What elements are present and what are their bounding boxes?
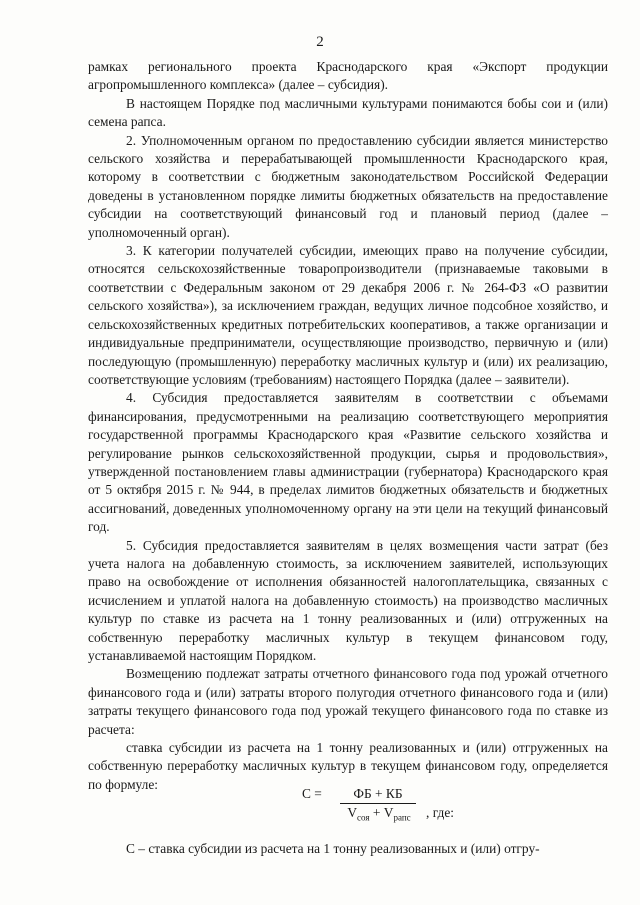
paragraph-oil-crops-definition: В настоящем Порядке под масличными культурами понимаются бобы сои и (или) семена рапса.	[88, 95, 608, 130]
paragraph-2-authorized-body: 2. Уполномоченным органом по предоставлению субсидии является министерство сельского хозяйства и перерабатывающей промышленности Краснодарского края, которому в соответствии с бюджетным законодательством Российской Федерации доведены в установленном порядке лимиты бюджетных обязательств на предоставление субсидии на соответствующий финансовый год и плановый период (далее – уполномоченный орган).	[88, 132, 608, 240]
paragraph-5-purpose: 5. Субсидия предоставляется заявителям в целях возмещения части затрат (без учета налога на добавленную стоимость, за исключением заявителей, использующих право на освобождение от исполнения обязанностей налогоплательщика, связанных с исчислением и уплатой налога на добавленную стоимость) на производство масличных культур по ставке из расчета на 1 тонну реализованных и (или) отгруженных на собственную переработку масличных культур в текущем финансовом году, устанавливаемой настоящим Порядком.	[88, 537, 608, 663]
paragraph-3-recipients: 3. К категории получателей субсидии, имеющих право на получение субсидии, относятся сельскохозяйственные товаропроизводители (признаваемые таковыми в соответствии с Федеральным законом от 29 декабря 2006 г. № 264-ФЗ «О развитии сельского хозяйства»), за исключением граждан, ведущих личное подсобное хозяйство, и сельскохозяйственных кредитных потребительских кооперативов, а также организации и индивидуальные предприниматели, осуществляющие производство, первичную и (или) последующую (промышленную) переработку масличных культур и (или) их реализацию, соответствующие условиям (требованиям) настоящего Порядка (далее – заявители).	[88, 243, 608, 387]
formula-denominator	[334, 805, 424, 823]
paragraph-rate-formula-intro: ставка субсидии из расчета на 1 тонну реализованных и (или) отгруженных на собственную переработку масличных культур в текущем финансовом году, определяется по формуле:	[88, 740, 608, 792]
paragraph-4-financing: 4. Субсидия предоставляется заявителям в соответствии с объемами финансирования, предусмотренными на реализацию соответствующего мероприятия государственной программы Краснодарского края «Развитие сельского хозяйства и регулирование рынков сельскохозяйственной продукции, сырья и продовольствия», утвержденной постановлением главы администрации (губернатора) Краснодарского края от 5 октября 2015 г. № 944, в пределах лимитов бюджетных обязательств и бюджетных ассигнований, доведенных уполномоченному органу на эти цели на текущий финансовый год.	[88, 390, 608, 535]
formula-v-soy: V	[347, 805, 358, 820]
formula-lhs: С =	[302, 786, 322, 801]
page-number: 2	[316, 34, 324, 50]
formula-plus: +	[369, 805, 384, 820]
paragraph-reimbursement: Возмещению подлежат затраты отчетного финансового года под урожай отчетного финансового года и (или) затраты второго полугодия отчетного финансового года и (или) затраты текущего финансового года под урожай текущего финансового года по ставке из расчета:	[88, 666, 608, 737]
subsidy-rate-formula	[302, 786, 502, 826]
formula-numerator: ФБ + КБ	[340, 786, 416, 804]
formula-sub-soy: соя	[357, 812, 370, 823]
paragraph-intro-continuation: рамках регионального проекта Краснодарского края «Экспорт продукции агропромышленного комплекса» (далее – субсидия).	[88, 59, 608, 93]
formula-where: , где:	[426, 805, 454, 820]
document-body	[88, 58, 608, 794]
formula-v-rapeseed: V	[383, 805, 394, 820]
formula-definition-c: С – ставка субсидии из расчета на 1 тонну реализованных и (или) отгру-	[126, 841, 540, 856]
formula-sub-rapeseed: рапс	[393, 812, 411, 823]
